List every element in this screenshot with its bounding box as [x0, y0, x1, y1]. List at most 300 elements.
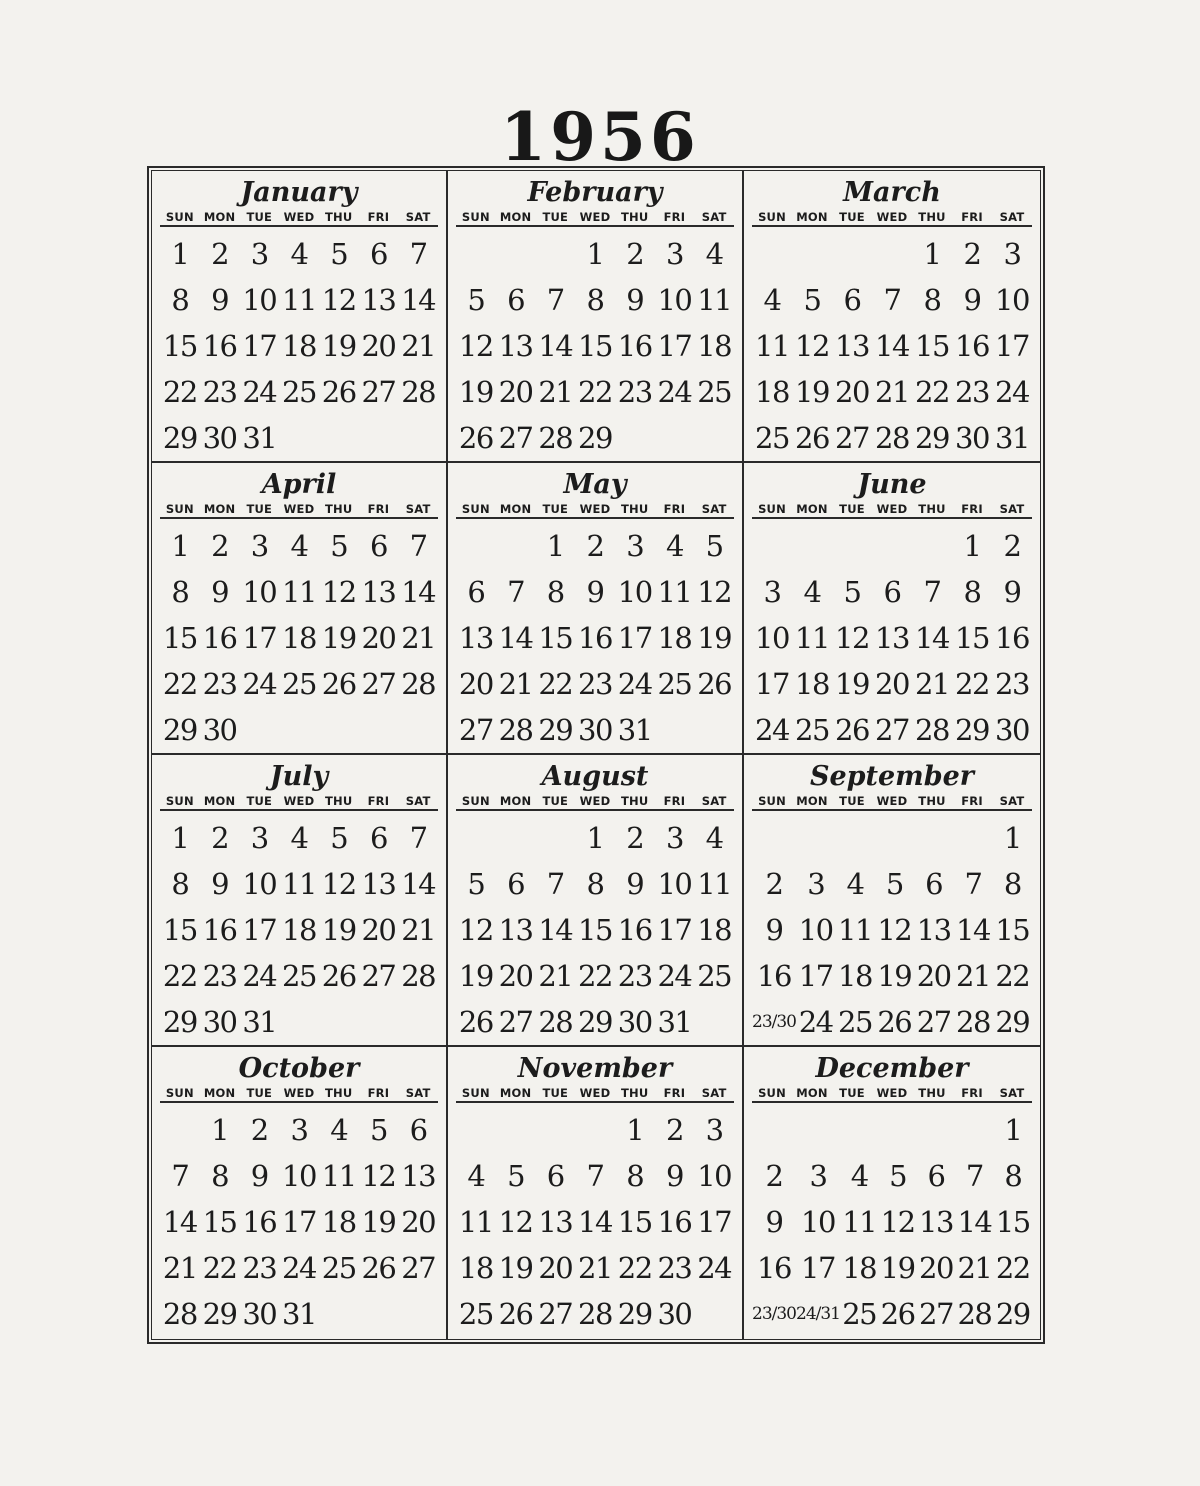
day-number: 8: [211, 1159, 229, 1193]
day-number: 10: [617, 575, 652, 609]
day-number: 25: [458, 1297, 493, 1331]
day-number: 7: [883, 283, 901, 317]
day-grid: [160, 231, 438, 461]
day-number: 25: [755, 421, 789, 455]
day-number: 19: [321, 329, 356, 363]
day-number: 2: [626, 237, 644, 271]
weekday-label: MON: [499, 1086, 532, 1100]
month-april: [152, 463, 448, 755]
day-number: 11: [755, 329, 789, 363]
day-number: 27: [361, 959, 396, 993]
day-number: 13: [498, 913, 533, 947]
weekday-label: SUN: [461, 210, 490, 224]
day-number: 5: [803, 283, 821, 317]
day-number: 25: [838, 1005, 872, 1039]
day-number: 26: [795, 421, 829, 455]
day-number: 2: [765, 1159, 783, 1193]
day-number: 2: [1003, 529, 1021, 563]
day-number: 13: [875, 621, 909, 655]
day-number: 23: [955, 375, 989, 409]
day-grid: [752, 523, 1032, 753]
day-number: 15: [162, 913, 197, 947]
day-number: 9: [765, 1205, 783, 1239]
weekday-label: WED: [283, 502, 315, 516]
day-number: 5: [467, 283, 485, 317]
weekday-label: THU: [918, 794, 946, 808]
day-number: 16: [657, 1205, 692, 1239]
day-number: 28: [538, 1005, 573, 1039]
day-number: 23: [578, 667, 612, 701]
weekday-label: MON: [203, 502, 236, 516]
day-number: 17: [995, 329, 1029, 363]
empty-cell: [792, 231, 832, 277]
weekday-label: THU: [620, 794, 649, 808]
day-number: 17: [242, 329, 277, 363]
day-number: 13: [458, 621, 493, 655]
weekday-label: TUE: [839, 1086, 865, 1100]
day-number: 27: [498, 421, 533, 455]
day-number: 8: [923, 283, 941, 317]
day-number: 3: [290, 1113, 308, 1147]
day-number: 30: [995, 713, 1029, 747]
weekday-label: TUE: [542, 502, 569, 516]
day-number: 6: [843, 283, 861, 317]
weekday-header: [456, 1085, 734, 1103]
day-number: 19: [697, 621, 732, 655]
weekday-label: MON: [203, 210, 236, 224]
empty-cell: [914, 815, 953, 861]
weekday-label: SUN: [165, 210, 194, 224]
day-number: 6: [467, 575, 485, 609]
day-number: 24: [617, 667, 652, 701]
day-number: 31: [242, 1005, 277, 1039]
weekday-label: MON: [203, 794, 236, 808]
day-number: 17: [755, 667, 789, 701]
month-name: June: [857, 469, 927, 500]
day-number: 23: [657, 1251, 692, 1285]
day-number: 17: [657, 329, 692, 363]
day-number: 3: [665, 821, 683, 855]
weekday-label: THU: [324, 1086, 353, 1100]
day-number: 6: [927, 1159, 945, 1193]
day-number: 18: [321, 1205, 356, 1239]
empty-cell: [792, 523, 832, 569]
empty-cell: [955, 1107, 993, 1153]
day-number: 5: [330, 237, 348, 271]
day-number: 17: [617, 621, 652, 655]
day-number: 14: [401, 575, 436, 609]
day-number: 26: [835, 713, 869, 747]
weekday-label: SUN: [461, 502, 490, 516]
day-number: 24: [755, 713, 789, 747]
day-number: 7: [409, 821, 427, 855]
day-number: 15: [995, 913, 1030, 947]
weekday-label: SAT: [701, 794, 727, 808]
day-number: 21: [498, 667, 533, 701]
day-number: 11: [657, 575, 692, 609]
day-number: 26: [697, 667, 732, 701]
day-grid: [160, 1107, 438, 1337]
day-number: 19: [498, 1251, 533, 1285]
day-number: 10: [242, 283, 277, 317]
day-number: 17: [657, 913, 692, 947]
day-number: 4: [846, 867, 864, 901]
day-number: 22: [995, 959, 1030, 993]
day-number: 16: [578, 621, 612, 655]
day-number: 14: [915, 621, 949, 655]
day-number: 15: [995, 1205, 1030, 1239]
weekday-header: [752, 209, 1032, 227]
weekday-label: MON: [796, 1086, 828, 1100]
day-number: 1: [586, 821, 604, 855]
day-number: 3: [1003, 237, 1021, 271]
day-number: 28: [956, 1005, 990, 1039]
day-number: 15: [915, 329, 949, 363]
day-number: 21: [401, 913, 436, 947]
day-number: 4: [850, 1159, 868, 1193]
day-number: 21: [162, 1251, 197, 1285]
day-number: 27: [835, 421, 869, 455]
day-number: 13: [361, 867, 396, 901]
empty-cell: [796, 815, 835, 861]
day-number: 9: [1003, 575, 1021, 609]
weekday-label: WED: [876, 502, 908, 516]
day-number: 6: [369, 529, 387, 563]
day-number: 4: [330, 1113, 348, 1147]
day-number: 12: [321, 283, 356, 317]
weekday-label: FRI: [367, 502, 390, 516]
day-number: 10: [282, 1159, 316, 1193]
month-name: November: [517, 1053, 673, 1084]
weekday-label: SAT: [701, 1086, 727, 1100]
weekday-label: THU: [918, 1086, 946, 1100]
day-number: 6: [546, 1159, 564, 1193]
day-number: 4: [290, 237, 308, 271]
day-number: 12: [795, 329, 829, 363]
day-number: 24: [657, 959, 692, 993]
day-number: 22: [995, 1251, 1030, 1285]
day-number: 4: [803, 575, 821, 609]
day-grid: [456, 1107, 734, 1337]
day-number: 16: [757, 959, 791, 993]
weekday-label: TUE: [542, 210, 569, 224]
day-number: 7: [964, 867, 982, 901]
day-number: 9: [665, 1159, 683, 1193]
day-number: 28: [401, 375, 436, 409]
day-number: 28: [538, 421, 573, 455]
day-number: 20: [361, 329, 396, 363]
empty-cell: [912, 523, 952, 569]
day-number: 27: [916, 1005, 951, 1039]
day-number: 15: [162, 621, 197, 655]
day-number: 25: [282, 375, 316, 409]
weekday-label: FRI: [961, 1086, 983, 1100]
day-number: 31: [242, 421, 277, 455]
day-number: 13: [498, 329, 533, 363]
weekday-label: FRI: [367, 210, 390, 224]
month-october: [152, 1047, 448, 1339]
day-number: 20: [916, 959, 951, 993]
day-number: 17: [798, 959, 833, 993]
weekday-label: TUE: [542, 1086, 569, 1100]
day-number: 20: [498, 959, 533, 993]
day-number: 14: [957, 1205, 992, 1239]
day-number: 23: [617, 375, 652, 409]
weekday-label: SAT: [405, 502, 431, 516]
month-january: [152, 171, 448, 463]
day-number: 18: [697, 329, 732, 363]
day-number: 20: [401, 1205, 436, 1239]
day-number: 12: [458, 329, 493, 363]
day-number: 14: [401, 867, 436, 901]
day-number: 22: [162, 667, 197, 701]
day-number: 3: [626, 529, 644, 563]
day-number: 29: [578, 421, 612, 455]
day-number: 7: [586, 1159, 604, 1193]
day-number: 14: [578, 1205, 612, 1239]
day-number: 30: [202, 421, 237, 455]
empty-cell: [496, 523, 536, 569]
day-number: 13: [919, 1205, 953, 1239]
weekday-label: THU: [620, 210, 649, 224]
day-number: 7: [546, 867, 564, 901]
weekday-label: SAT: [999, 502, 1025, 516]
day-number: 31: [282, 1297, 316, 1331]
day-number: 27: [498, 1005, 533, 1039]
day-number: 28: [915, 713, 949, 747]
day-number: 21: [957, 1251, 992, 1285]
day-number: 24: [798, 1005, 833, 1039]
weekday-label: WED: [876, 794, 908, 808]
day-number: 1: [626, 1113, 644, 1147]
day-number: 16: [242, 1205, 277, 1239]
day-grid: [752, 815, 1032, 1045]
month-december: [744, 1047, 1040, 1339]
weekday-label: MON: [796, 794, 828, 808]
empty-cell: [456, 1107, 496, 1153]
day-number: 3: [250, 237, 268, 271]
day-number: 30: [657, 1297, 692, 1331]
day-number: 22: [955, 667, 989, 701]
day-number: 27: [919, 1297, 953, 1331]
day-number: 8: [586, 283, 604, 317]
day-number: 29: [955, 713, 989, 747]
day-number: 28: [498, 713, 533, 747]
weekday-label: FRI: [367, 1086, 390, 1100]
weekday-label: MON: [796, 502, 828, 516]
day-number: 7: [507, 575, 525, 609]
weekday-label: WED: [876, 1086, 908, 1100]
day-number: 13: [916, 913, 951, 947]
year-title: 1956: [500, 98, 700, 176]
weekday-label: FRI: [961, 502, 983, 516]
weekday-label: WED: [283, 1086, 315, 1100]
day-grid: [160, 815, 438, 1045]
weekday-label: SAT: [999, 1086, 1025, 1100]
weekday-label: MON: [796, 210, 828, 224]
weekday-label: FRI: [961, 794, 983, 808]
weekday-label: SUN: [165, 502, 194, 516]
weekday-label: SUN: [758, 794, 786, 808]
day-number: 24: [657, 375, 692, 409]
day-number: 20: [919, 1251, 953, 1285]
day-number: 18: [697, 913, 732, 947]
day-number: 26: [877, 1005, 912, 1039]
day-number: 16: [617, 329, 652, 363]
day-number: 18: [842, 1251, 877, 1285]
weekday-label: MON: [499, 794, 532, 808]
day-number: 26: [498, 1297, 533, 1331]
day-number: 9: [211, 575, 229, 609]
day-number: 17: [242, 913, 277, 947]
empty-cell: [872, 523, 912, 569]
day-number: 6: [369, 237, 387, 271]
day-number: 17: [282, 1205, 316, 1239]
day-number: 16: [202, 329, 237, 363]
month-name: September: [809, 761, 975, 792]
day-number: 8: [546, 575, 564, 609]
day-number: 26: [361, 1251, 396, 1285]
day-number: 10: [657, 283, 692, 317]
day-number: 3: [705, 1113, 723, 1147]
day-number: 4: [290, 821, 308, 855]
day-number: 26: [880, 1297, 915, 1331]
day-number: 11: [697, 283, 732, 317]
day-number: 10: [697, 1159, 732, 1193]
day-number: 7: [409, 529, 427, 563]
day-number: 8: [1004, 1159, 1022, 1193]
day-number: 4: [290, 529, 308, 563]
day-number: 8: [171, 283, 189, 317]
month-name: January: [240, 177, 358, 208]
day-number: 2: [211, 529, 229, 563]
day-number: 18: [458, 1251, 493, 1285]
day-number: 15: [617, 1205, 652, 1239]
day-number: 6: [369, 821, 387, 855]
month-march: [744, 171, 1040, 463]
weekday-label: SUN: [461, 794, 490, 808]
day-number: 16: [995, 621, 1029, 655]
day-number: 23: [617, 959, 652, 993]
day-number: 27: [361, 375, 396, 409]
day-number: 14: [401, 283, 436, 317]
day-number: 12: [697, 575, 732, 609]
month-name: August: [541, 761, 649, 792]
empty-cell: [496, 1107, 536, 1153]
empty-cell: [496, 231, 536, 277]
day-number: 3: [807, 867, 825, 901]
day-number: 24: [242, 959, 277, 993]
day-number: 16: [757, 1251, 791, 1285]
day-number: 30: [202, 1005, 237, 1039]
day-number: 8: [586, 867, 604, 901]
day-number: 2: [250, 1113, 268, 1147]
day-number: 23/30: [752, 1304, 796, 1324]
day-number: 11: [838, 913, 872, 947]
day-number: 13: [361, 283, 396, 317]
day-number: 18: [282, 913, 316, 947]
day-number: 19: [321, 621, 356, 655]
empty-cell: [872, 231, 912, 277]
day-number: 9: [211, 867, 229, 901]
day-number: 24: [697, 1251, 732, 1285]
weekday-label: WED: [579, 794, 611, 808]
day-number: 20: [538, 1251, 573, 1285]
day-number: 13: [538, 1205, 573, 1239]
weekday-header: [456, 209, 734, 227]
day-number: 30: [242, 1297, 277, 1331]
weekday-label: SAT: [701, 210, 727, 224]
empty-cell: [456, 523, 496, 569]
day-number: 15: [202, 1205, 237, 1239]
calendar-frame: [147, 166, 1045, 1344]
day-number: 30: [578, 713, 612, 747]
weekday-header: [160, 501, 438, 519]
day-number: 1: [171, 821, 189, 855]
day-number: 29: [617, 1297, 652, 1331]
day-number: 4: [665, 529, 683, 563]
day-number: 20: [361, 621, 396, 655]
day-number: 2: [665, 1113, 683, 1147]
empty-cell: [535, 231, 575, 277]
day-grid: [456, 523, 734, 753]
day-number: 23: [202, 959, 237, 993]
day-number: 11: [842, 1205, 877, 1239]
day-number: 27: [401, 1251, 436, 1285]
day-number: 10: [755, 621, 789, 655]
day-number: 11: [458, 1205, 493, 1239]
day-number: 29: [995, 1005, 1030, 1039]
weekday-label: FRI: [663, 794, 686, 808]
empty-cell: [535, 815, 575, 861]
weekday-label: WED: [876, 210, 908, 224]
weekday-label: SUN: [461, 1086, 490, 1100]
day-number: 28: [162, 1297, 197, 1331]
day-number: 28: [875, 421, 909, 455]
day-number: 18: [795, 667, 829, 701]
weekday-label: THU: [324, 210, 353, 224]
day-number: 24: [242, 375, 277, 409]
weekday-header: [752, 501, 1032, 519]
day-number: 21: [401, 329, 436, 363]
day-number: 19: [458, 959, 493, 993]
weekday-label: WED: [283, 794, 315, 808]
day-number: 21: [538, 959, 573, 993]
empty-cell: [752, 815, 796, 861]
day-number: 10: [657, 867, 692, 901]
day-number: 19: [877, 959, 912, 993]
day-number: 23: [202, 375, 237, 409]
day-number: 2: [626, 821, 644, 855]
day-number: 28: [401, 959, 436, 993]
day-number: 5: [885, 867, 903, 901]
empty-cell: [953, 815, 992, 861]
weekday-label: THU: [324, 794, 353, 808]
month-name: April: [261, 469, 337, 500]
day-number: 27: [538, 1297, 573, 1331]
weekday-label: FRI: [367, 794, 390, 808]
day-number: 27: [458, 713, 493, 747]
day-number: 29: [538, 713, 573, 747]
weekday-label: SAT: [405, 210, 431, 224]
month-name: October: [238, 1053, 360, 1084]
day-number: 1: [171, 529, 189, 563]
day-number: 8: [963, 575, 981, 609]
day-number: 24: [242, 667, 277, 701]
day-number: 5: [369, 1113, 387, 1147]
day-number: 1: [546, 529, 564, 563]
day-number: 16: [955, 329, 989, 363]
